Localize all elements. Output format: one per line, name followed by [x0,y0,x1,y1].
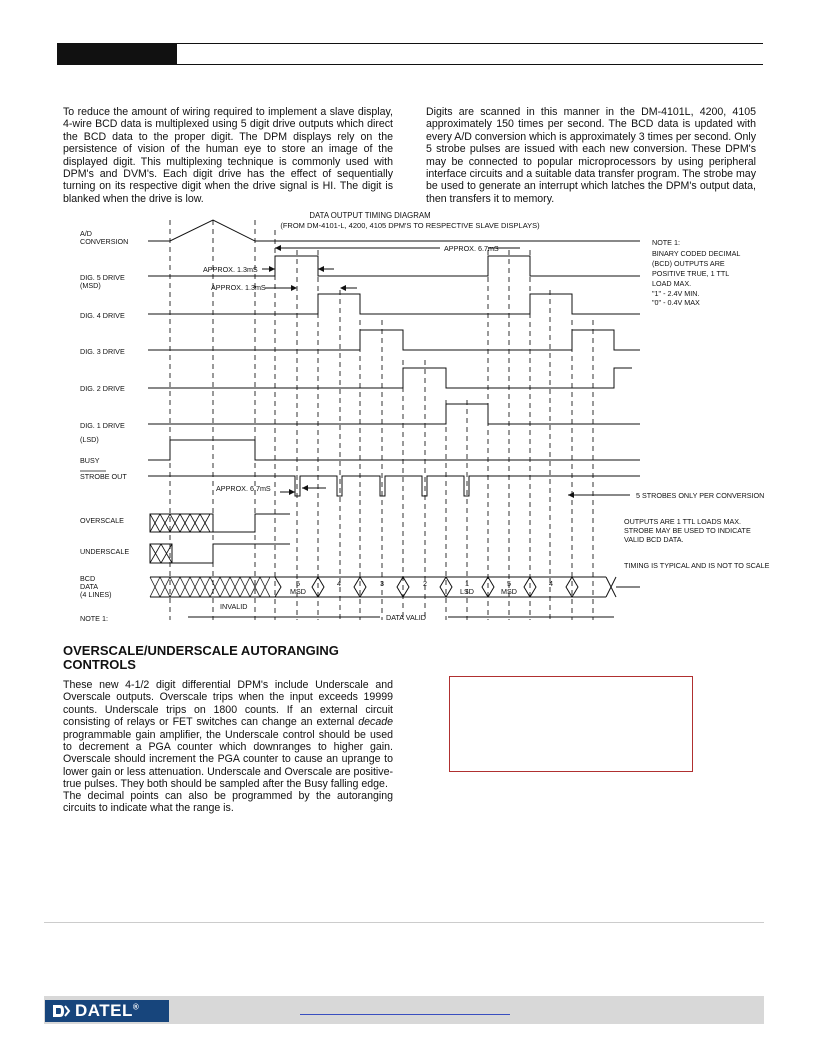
section-body-2: The decimal points can also be programmed by the autoranging circuits to indicate what the range is. [63,790,393,815]
hatch-underscale [150,544,172,563]
bcd-cell-1-bottom: MSD [290,587,306,596]
hatch-overscale [150,514,210,532]
label-busy: BUSY [80,456,100,465]
note1-bottom: NOTE 1: [80,614,108,623]
bcd-bus [150,577,640,597]
dig4-trace [148,294,640,314]
overscale-trace [213,514,290,532]
note1-line-2: (BCD) OUTPUTS ARE [652,259,725,268]
datel-logo-text: DATEL® [75,1001,140,1020]
bcd-cell-1-top: 5 [296,579,300,588]
label-dig5-1: DIG. 5 DRIVE [80,273,125,282]
dig2-trace [148,368,632,388]
dig1-trace [148,404,640,424]
reference-lines [170,220,593,620]
five-strobes-note: 5 STROBES ONLY PER CONVERSION [636,491,765,500]
label-ad-1: A/D [80,229,92,238]
label-bcd-1: BCD [80,574,96,583]
footer-rule [44,922,764,923]
hatch-bcd-invalid [150,577,270,597]
approx-67-top: APPROX. 6.7mS [444,244,499,253]
label-ad-2: CONVERSION [80,237,129,246]
footer-link-underline[interactable] [300,1014,510,1015]
note1-line-6: "0" - 0.4V MAX [652,298,700,307]
datel-logo-icon [51,1003,71,1019]
note1-line-3: POSITIVE TRUE, 1 TTL [652,269,730,278]
outputs-note-1: STROBE MAY BE USED TO INDICATE [624,526,751,535]
label-strobe: STROBE OUT [80,472,127,481]
note1-line-1: BINARY CODED DECIMAL [652,249,741,258]
bcd-cell-3-top: 3 [380,579,384,588]
label-dig2: DIG. 2 DRIVE [80,384,125,393]
bcd-cell-6-bottom: MSD [501,587,517,596]
label-overscale: OVERSCALE [80,516,124,525]
bcd-cell-5-top: 1 [465,579,469,588]
label-bcd-2: DATA [80,582,99,591]
section-body-part2: programmable gain amplifier, the Underscale control should be used to decrement a PGA counter which downranges to higher gain. Overscale should increment the PGA counter to cause an uprange to lower gain or less attenuation. Underscale and Overscale are positive-true pulses. They both should be sampled after the Busy falling edge. [63,728,393,791]
approx-67-strobe: APPROX. 6.7mS [216,484,271,493]
timing-note: TIMING IS TYPICAL AND IS NOT TO SCALE [624,561,770,570]
bcd-cell-4-top: 2 [423,579,427,588]
approx-13-a: APPROX. 1.3mS [203,265,258,274]
note1-line-0: NOTE 1: [652,238,680,247]
section-body [63,679,393,791]
bcd-cell-2-top: 4 [337,579,341,588]
busy-trace [148,440,640,460]
intro-paragraph-right: Digits are scanned in this manner in the DM-4101L, 4200, 4105 approximately 150 times per second. The BCD data is updated with every A/D conversion which is approximately 3 times per second. Only 5 strobe pulses are issued with each new conversion. These DPM's may be connected to popular microprocessors by using peripheral interface circuits and a suitable data transfer program. The strobe may be used to generate an interrupt which latches the DPM's output data, then transfers it to memory. [426,106,756,205]
label-bcd-3: (4 LINES) [80,590,112,599]
approx-13-b: APPROX. 1.3mS [211,283,266,292]
bcd-cell-7-top: 4 [549,579,553,588]
diagram-subtitle: (FROM DM-4101-L, 4200, 4105 DPM'S TO RESPECTIVE SLAVE DISPLAYS) [280,221,540,230]
section-body-part1: These new 4-1/2 digit differential DPM's include Underscale and Overscale outputs. Overscale trips when the input exceeds 19999 counts. Underscale trips on 1800 counts. If an external circuit consisting of relays or FET switches can change an external [63,679,393,729]
datel-logo[interactable] [45,1000,169,1022]
section-heading-line1: OVERSCALE/UNDERSCALE AUTORANGING [63,643,339,658]
underscale-trace [172,544,290,563]
note1-line-5: "1" - 2.4V MIN. [652,289,700,298]
bcd-cell-6-top: 5 [507,579,511,588]
label-dig3: DIG. 3 DRIVE [80,347,125,356]
label-dig1-1: DIG. 1 DRIVE [80,421,125,430]
dig3-trace [148,330,640,350]
diagram-title: DATA OUTPUT TIMING DIAGRAM [309,211,431,220]
section-heading-line2: CONTROLS [63,657,136,672]
note1-line-4: LOAD MAX. [652,279,692,288]
invalid-label: INVALID [220,602,248,611]
label-dig1-2: (LSD) [80,435,99,444]
outputs-note-0: OUTPUTS ARE 1 TTL LOADS MAX. [624,517,742,526]
data-valid-label: DATA VALID [386,613,426,622]
section-body-italic: decade [358,716,393,729]
bcd-cell-5-bottom: LSD [460,587,474,596]
label-underscale: UNDERSCALE [80,547,130,556]
empty-red-box [449,676,693,772]
section-heading [63,644,393,672]
label-dig4: DIG. 4 DRIVE [80,311,125,320]
outputs-note-2: VALID BCD DATA. [624,535,684,544]
intro-paragraph-left: To reduce the amount of wiring required to implement a slave display, 4-wire BCD data is multiplexed using 5 digit drive outputs which direct the BCD data to the proper digit. The DPM displays rely on the persistence of vision of the human eye to store an image of the displayed digit. This multiplexing technique is commonly used with DPM's and DVM's. Each digit drive has the effect of sequentially turning on its respective digit when the drive signal is HI. The digit is blanked when the drive is low. [63,106,393,205]
label-dig5-2: (MSD) [80,281,101,290]
